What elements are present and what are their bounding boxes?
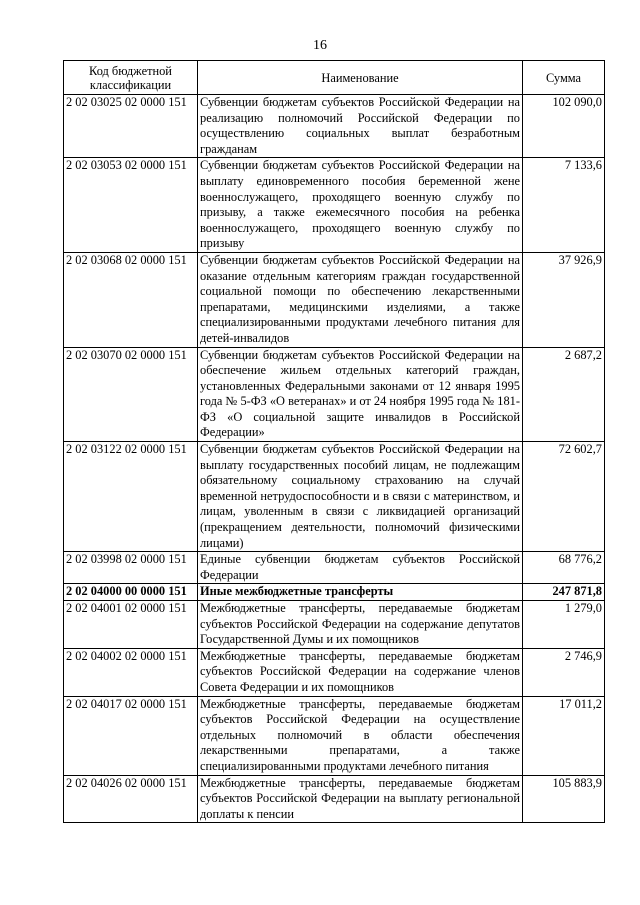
row-code: 2 02 03068 02 0000 151 <box>64 252 198 347</box>
page-number: 16 <box>313 38 327 53</box>
row-sum: 7 133,6 <box>523 158 605 253</box>
row-code: 2 02 04001 02 0000 151 <box>64 601 198 649</box>
row-code: 2 02 04000 00 0000 151 <box>64 584 198 601</box>
table-row <box>64 601 605 649</box>
row-sum: 72 602,7 <box>523 442 605 552</box>
row-name: Единые субвенции бюджетам субъектов Российской Федерации <box>198 552 523 584</box>
row-name: Субвенции бюджетам субъектов Российской Федерации на реализацию полномочий Российской Федерации по осуществлению социальных выплат безработным гражданам <box>198 95 523 158</box>
row-sum: 2 687,2 <box>523 347 605 442</box>
header-name: Наименование <box>198 61 523 95</box>
row-code: 2 02 03998 02 0000 151 <box>64 552 198 584</box>
header-sum: Сумма <box>523 61 605 95</box>
table-row <box>64 648 605 696</box>
row-name: Иные межбюджетные трансферты <box>198 584 523 601</box>
row-code: 2 02 03122 02 0000 151 <box>64 442 198 552</box>
row-sum: 105 883,9 <box>523 775 605 823</box>
row-sum: 68 776,2 <box>523 552 605 584</box>
table-row <box>64 696 605 775</box>
table-row <box>64 158 605 253</box>
table-row <box>64 252 605 347</box>
table-body <box>64 95 605 823</box>
budget-classification-table <box>63 60 605 823</box>
row-sum: 37 926,9 <box>523 252 605 347</box>
row-name: Субвенции бюджетам субъектов Российской Федерации на выплату единовременного пособия беременной жене военнослужащего, проходящего военную службу по призыву, а также ежемесячного пособия на ребенка военнослужащего, проходящего военную службу по призыву <box>198 158 523 253</box>
row-sum: 2 746,9 <box>523 648 605 696</box>
table-row <box>64 95 605 158</box>
row-name: Межбюджетные трансферты, передаваемые бюджетам субъектов Российской Федерации на осуществление отдельных полномочий в области обеспечения лекарственными препаратами, а также специализированными продуктами лечебного питания <box>198 696 523 775</box>
row-name: Субвенции бюджетам субъектов Российской Федерации на обеспечение жильем отдельных категорий граждан, установленных Федеральными законами от 12 января 1995 года № 5-ФЗ «О ветеранах» и от 24 ноября 1995 года № 181-ФЗ «О социальной защите инвалидов в Российской Федерации» <box>198 347 523 442</box>
row-sum: 1 279,0 <box>523 601 605 649</box>
table-row <box>64 552 605 584</box>
row-code: 2 02 03025 02 0000 151 <box>64 95 198 158</box>
header-code: Код бюджетной классификации <box>64 61 198 95</box>
table-row <box>64 347 605 442</box>
row-code: 2 02 04026 02 0000 151 <box>64 775 198 823</box>
row-name: Межбюджетные трансферты, передаваемые бюджетам субъектов Российской Федерации на содержание депутатов Государственной Думы и их помощников <box>198 601 523 649</box>
row-code: 2 02 04017 02 0000 151 <box>64 696 198 775</box>
row-name: Субвенции бюджетам субъектов Российской Федерации на выплату государственных пособий лицам, не подлежащим обязательному социальному страхованию на случай временной нетрудоспособности и в связи с материнством, и лицам, уволенным в связи с ликвидацией организаций (прекращением деятельности, полномочий физическими лицами) <box>198 442 523 552</box>
row-sum: 17 011,2 <box>523 696 605 775</box>
row-sum: 102 090,0 <box>523 95 605 158</box>
row-code: 2 02 04002 02 0000 151 <box>64 648 198 696</box>
row-name: Субвенции бюджетам субъектов Российской Федерации на оказание отдельным категориям граждан государственной социальной помощи по обеспечению лекарственными препаратами, медицинскими изделиями, а также специализированными продуктами лечебного питания для детей-инвалидов <box>198 252 523 347</box>
row-name: Межбюджетные трансферты, передаваемые бюджетам субъектов Российской Федерации на содержание членов Совета Федерации и их помощников <box>198 648 523 696</box>
table-row-subtotal <box>64 584 605 601</box>
row-name: Межбюджетные трансферты, передаваемые бюджетам субъектов Российской Федерации на выплату региональной доплаты к пенсии <box>198 775 523 823</box>
table-row <box>64 442 605 552</box>
row-sum: 247 871,8 <box>523 584 605 601</box>
row-code: 2 02 03053 02 0000 151 <box>64 158 198 253</box>
row-code: 2 02 03070 02 0000 151 <box>64 347 198 442</box>
table-row <box>64 775 605 823</box>
table-header-row <box>64 61 605 95</box>
